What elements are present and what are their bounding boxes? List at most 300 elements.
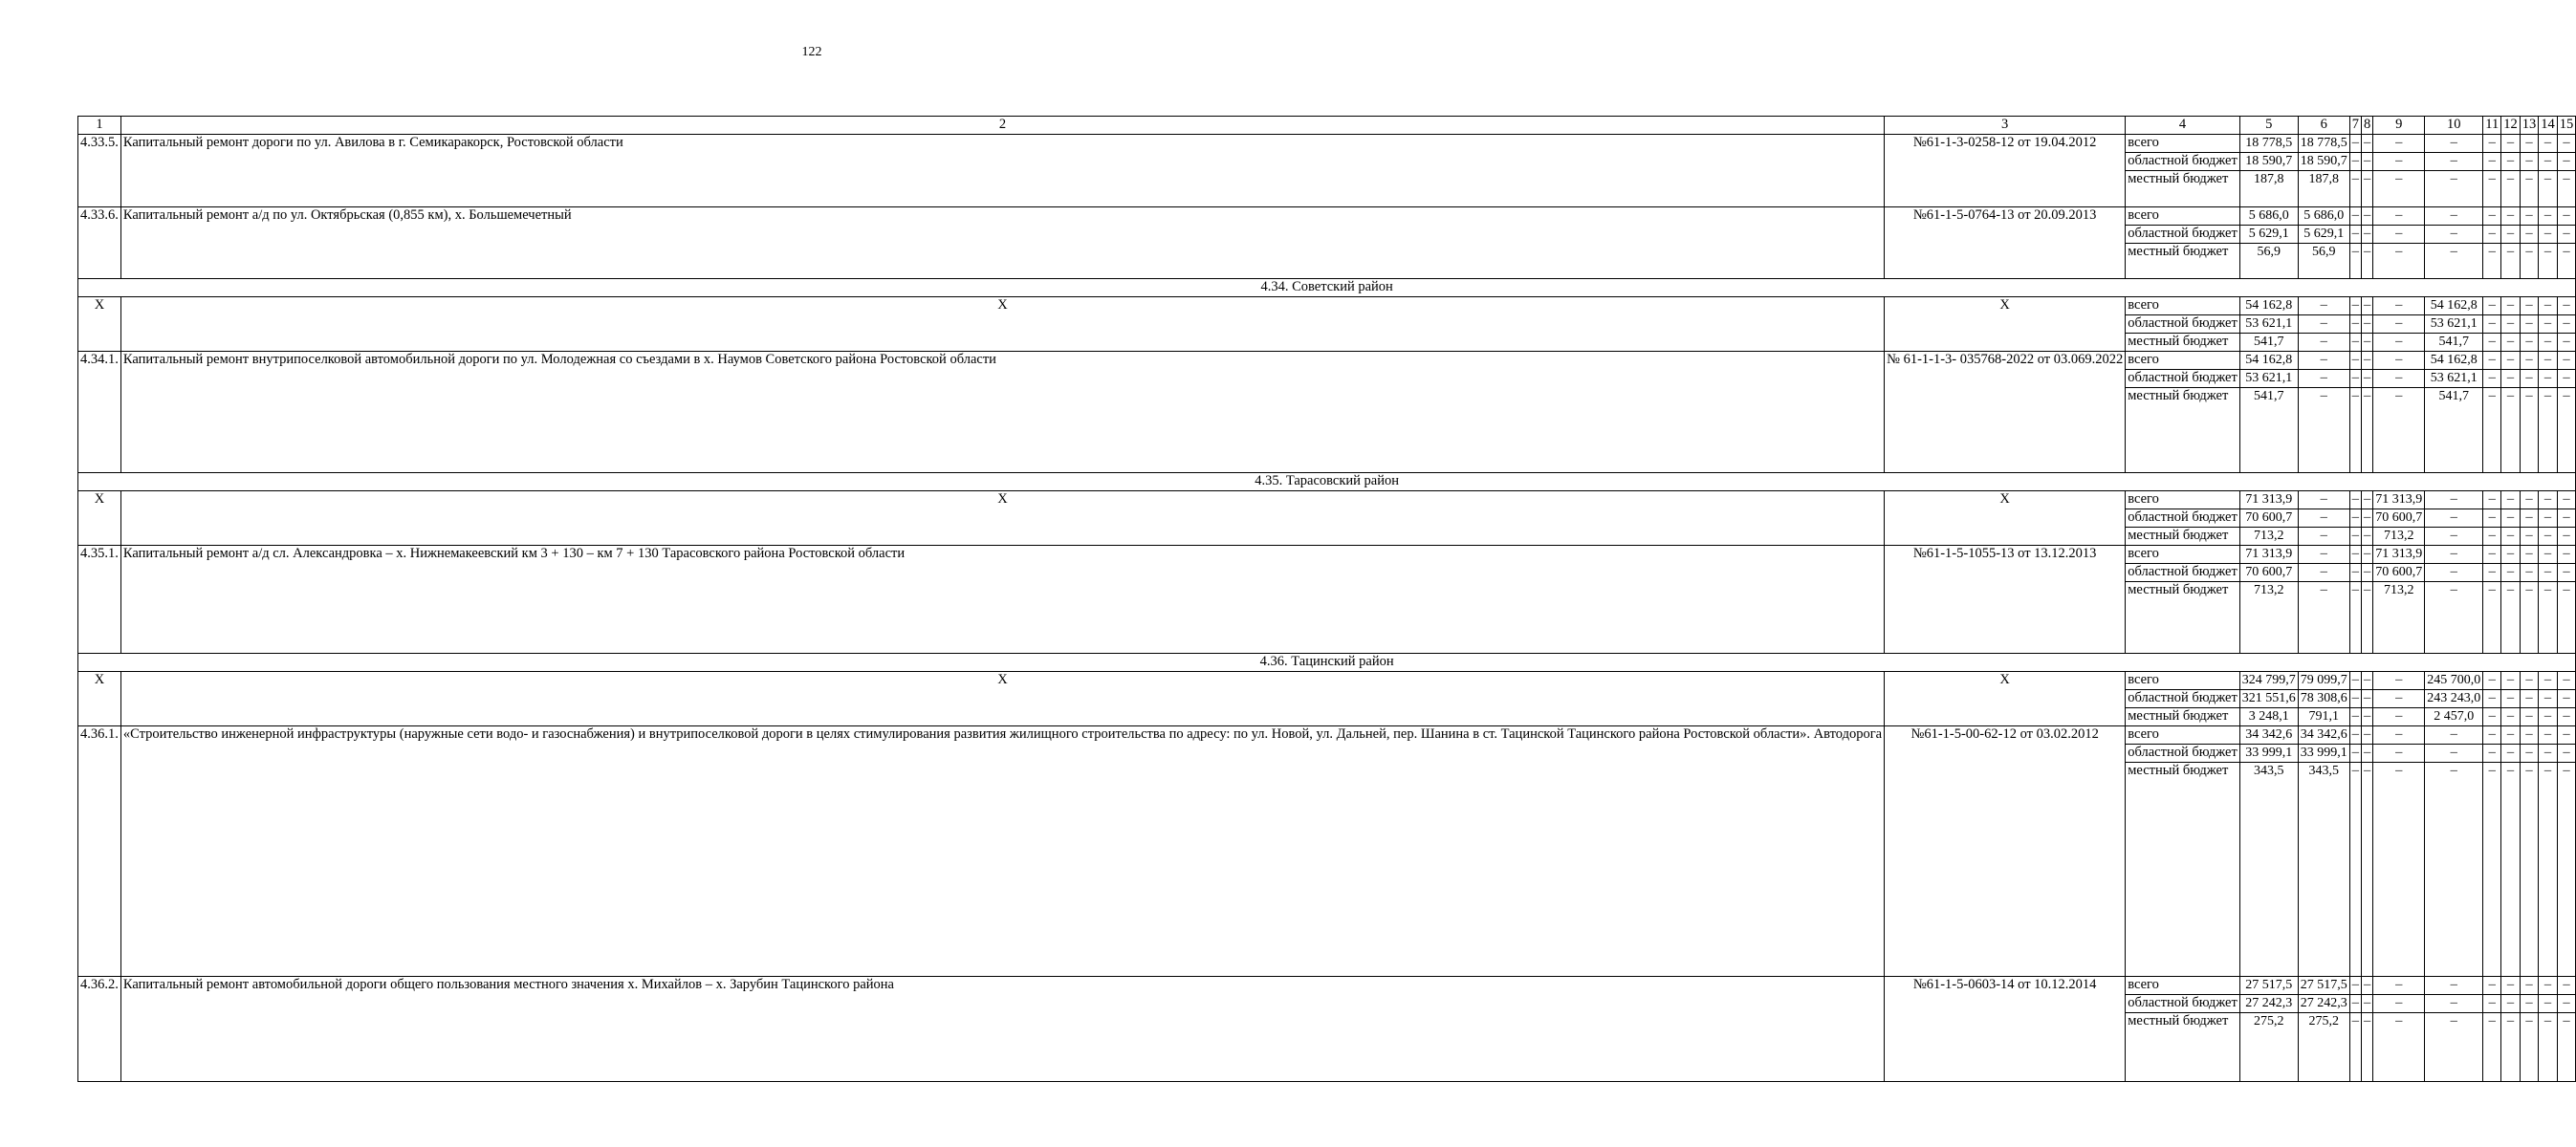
value-cell: –	[2557, 315, 2576, 334]
value-cell: –	[2520, 207, 2539, 226]
item-number: 4.34.1.	[78, 352, 121, 473]
value-cell: –	[2501, 582, 2521, 654]
value-cell: –	[2501, 564, 2521, 582]
value-cell: –	[2557, 977, 2576, 995]
funding-source: областной бюджет	[2126, 226, 2240, 244]
value-cell: –	[2520, 509, 2539, 528]
value-cell: –	[2483, 528, 2501, 546]
value-cell: –	[2349, 509, 2361, 528]
value-cell: –	[2362, 153, 2373, 171]
value-cell: –	[2373, 171, 2425, 207]
value-cell: –	[2298, 509, 2349, 528]
section-title: 4.35. Тарасовский район	[78, 473, 2576, 491]
value-cell: 53 621,1	[2425, 370, 2483, 388]
item-number: Х	[78, 491, 121, 546]
value-cell: –	[2483, 135, 2501, 153]
value-cell: 713,2	[2373, 582, 2425, 654]
value-cell: –	[2483, 491, 2501, 509]
value-cell: –	[2349, 726, 2361, 745]
value-cell: –	[2520, 582, 2539, 654]
table-row	[78, 207, 2576, 226]
value-cell: –	[2362, 690, 2373, 708]
value-cell: –	[2349, 582, 2361, 654]
value-cell: –	[2539, 370, 2558, 388]
value-cell: –	[2557, 171, 2576, 207]
value-cell: –	[2483, 153, 2501, 171]
value-cell: –	[2483, 352, 2501, 370]
funding-source: местный бюджет	[2126, 763, 2240, 977]
value-cell: –	[2557, 763, 2576, 977]
value-cell: –	[2501, 226, 2521, 244]
value-cell: –	[2520, 352, 2539, 370]
column-header: 8	[2362, 117, 2373, 135]
value-cell: –	[2349, 763, 2361, 977]
item-description: Капитальный ремонт а/д по ул. Октябрьская (0,855 км), х. Большемечетный	[120, 207, 1884, 279]
value-cell: –	[2425, 977, 2483, 995]
item-number: Х	[78, 672, 121, 726]
value-cell: –	[2373, 370, 2425, 388]
value-cell: –	[2373, 135, 2425, 153]
value-cell: –	[2425, 763, 2483, 977]
section-title: 4.36. Тацинский район	[78, 654, 2576, 672]
item-document: Х	[1885, 491, 2126, 546]
value-cell: –	[2520, 690, 2539, 708]
value-cell: –	[2483, 582, 2501, 654]
value-cell: 243 243,0	[2425, 690, 2483, 708]
value-cell: 27 242,3	[2298, 995, 2349, 1013]
value-cell: –	[2520, 763, 2539, 977]
value-cell: –	[2557, 1013, 2576, 1082]
value-cell: –	[2539, 153, 2558, 171]
value-cell: –	[2520, 491, 2539, 509]
value-cell: 18 590,7	[2239, 153, 2298, 171]
value-cell: –	[2349, 244, 2361, 279]
page-number: 122	[801, 45, 822, 59]
value-cell: –	[2362, 509, 2373, 528]
value-cell: –	[2520, 1013, 2539, 1082]
value-cell: –	[2539, 352, 2558, 370]
value-cell: –	[2539, 726, 2558, 745]
column-header: 9	[2373, 117, 2425, 135]
value-cell: 3 248,1	[2239, 708, 2298, 726]
value-cell: –	[2373, 763, 2425, 977]
value-cell: –	[2483, 726, 2501, 745]
value-cell: –	[2362, 726, 2373, 745]
value-cell: –	[2362, 977, 2373, 995]
value-cell: –	[2539, 171, 2558, 207]
value-cell: –	[2362, 370, 2373, 388]
value-cell: –	[2501, 672, 2521, 690]
value-cell: –	[2520, 745, 2539, 763]
value-cell: –	[2501, 370, 2521, 388]
funding-source: местный бюджет	[2126, 528, 2240, 546]
value-cell: –	[2539, 977, 2558, 995]
value-cell: –	[2425, 135, 2483, 153]
value-cell: –	[2362, 171, 2373, 207]
value-cell: –	[2349, 315, 2361, 334]
value-cell: –	[2557, 995, 2576, 1013]
value-cell: –	[2501, 509, 2521, 528]
funding-source: местный бюджет	[2126, 171, 2240, 207]
value-cell: 54 162,8	[2239, 297, 2298, 315]
value-cell: 71 313,9	[2373, 491, 2425, 509]
value-cell: –	[2425, 226, 2483, 244]
value-cell: 71 313,9	[2239, 491, 2298, 509]
column-header: 4	[2126, 117, 2240, 135]
value-cell: –	[2539, 528, 2558, 546]
value-cell: 56,9	[2298, 244, 2349, 279]
value-cell: 541,7	[2239, 334, 2298, 352]
table-row	[78, 135, 2576, 153]
value-cell: –	[2349, 135, 2361, 153]
value-cell: –	[2501, 297, 2521, 315]
value-cell: –	[2425, 153, 2483, 171]
value-cell: –	[2520, 388, 2539, 473]
funding-source: областной бюджет	[2126, 690, 2240, 708]
funding-source: местный бюджет	[2126, 1013, 2240, 1082]
item-document: №61-1-3-0258-12 от 19.04.2012	[1885, 135, 2126, 207]
value-cell: –	[2501, 763, 2521, 977]
value-cell: –	[2557, 207, 2576, 226]
value-cell: –	[2520, 334, 2539, 352]
value-cell: 18 778,5	[2239, 135, 2298, 153]
value-cell: –	[2557, 708, 2576, 726]
value-cell: 187,8	[2298, 171, 2349, 207]
value-cell: –	[2557, 388, 2576, 473]
item-number: 4.35.1.	[78, 546, 121, 654]
value-cell: –	[2298, 388, 2349, 473]
value-cell: 54 162,8	[2425, 297, 2483, 315]
value-cell: –	[2349, 153, 2361, 171]
funding-source: местный бюджет	[2126, 388, 2240, 473]
value-cell: –	[2501, 491, 2521, 509]
table-row	[78, 546, 2576, 564]
value-cell: –	[2349, 226, 2361, 244]
value-cell: –	[2483, 672, 2501, 690]
value-cell: 27 517,5	[2239, 977, 2298, 995]
value-cell: –	[2362, 708, 2373, 726]
value-cell: –	[2349, 171, 2361, 207]
funding-source: всего	[2126, 207, 2240, 226]
value-cell: –	[2298, 370, 2349, 388]
value-cell: –	[2349, 297, 2361, 315]
value-cell: –	[2483, 690, 2501, 708]
value-cell: –	[2539, 672, 2558, 690]
value-cell: –	[2539, 135, 2558, 153]
item-description: Капитальный ремонт внутрипоселковой автомобильной дороги по ул. Молодежная со съездами в х. Наумов Советского района Ростовской области	[120, 352, 1884, 473]
value-cell: 713,2	[2239, 582, 2298, 654]
value-cell: –	[2349, 1013, 2361, 1082]
value-cell: –	[2539, 582, 2558, 654]
value-cell: 343,5	[2239, 763, 2298, 977]
value-cell: –	[2425, 726, 2483, 745]
section-row	[78, 279, 2576, 297]
value-cell: –	[2520, 564, 2539, 582]
value-cell: 79 099,7	[2298, 672, 2349, 690]
value-cell: –	[2557, 546, 2576, 564]
item-description: Х	[120, 672, 1884, 726]
value-cell: –	[2501, 244, 2521, 279]
value-cell: –	[2483, 509, 2501, 528]
value-cell: –	[2349, 352, 2361, 370]
item-document: №61-1-5-0764-13 от 20.09.2013	[1885, 207, 2126, 279]
column-header: 6	[2298, 117, 2349, 135]
funding-source: всего	[2126, 977, 2240, 995]
value-cell: –	[2539, 491, 2558, 509]
value-cell: 324 799,7	[2239, 672, 2298, 690]
value-cell: –	[2539, 334, 2558, 352]
value-cell: –	[2298, 315, 2349, 334]
value-cell: –	[2520, 528, 2539, 546]
value-cell: –	[2483, 1013, 2501, 1082]
value-cell: 33 999,1	[2239, 745, 2298, 763]
value-cell: –	[2520, 297, 2539, 315]
column-header: 15	[2557, 117, 2576, 135]
value-cell: –	[2520, 546, 2539, 564]
table-row	[78, 726, 2576, 745]
funding-source: областной бюджет	[2126, 564, 2240, 582]
value-cell: –	[2349, 370, 2361, 388]
value-cell: 343,5	[2298, 763, 2349, 977]
value-cell: –	[2425, 171, 2483, 207]
value-cell: –	[2501, 726, 2521, 745]
value-cell: –	[2520, 244, 2539, 279]
budget-table	[77, 116, 2576, 1082]
value-cell: –	[2557, 528, 2576, 546]
item-description: Капитальный ремонт а/д сл. Александровка – х. Нижнемакеевский км 3 + 130 – км 7 + 130 Тарасовского района Ростовской области	[120, 546, 1884, 654]
value-cell: –	[2539, 708, 2558, 726]
value-cell: 275,2	[2239, 1013, 2298, 1082]
item-number: 4.36.1.	[78, 726, 121, 977]
value-cell: –	[2425, 207, 2483, 226]
section-row	[78, 473, 2576, 491]
value-cell: –	[2557, 334, 2576, 352]
value-cell: –	[2539, 207, 2558, 226]
funding-source: всего	[2126, 135, 2240, 153]
column-header: 3	[1885, 117, 2126, 135]
funding-source: местный бюджет	[2126, 582, 2240, 654]
value-cell: –	[2349, 745, 2361, 763]
value-cell: 18 778,5	[2298, 135, 2349, 153]
value-cell: –	[2362, 244, 2373, 279]
funding-source: всего	[2126, 546, 2240, 564]
value-cell: –	[2520, 370, 2539, 388]
value-cell: 541,7	[2425, 334, 2483, 352]
value-cell: –	[2425, 509, 2483, 528]
value-cell: –	[2501, 1013, 2521, 1082]
table-row	[78, 672, 2576, 690]
value-cell: 71 313,9	[2239, 546, 2298, 564]
value-cell: 5 629,1	[2239, 226, 2298, 244]
value-cell: –	[2349, 207, 2361, 226]
funding-source: областной бюджет	[2126, 509, 2240, 528]
value-cell: –	[2501, 388, 2521, 473]
value-cell: –	[2557, 352, 2576, 370]
value-cell: –	[2520, 171, 2539, 207]
value-cell: 56,9	[2239, 244, 2298, 279]
value-cell: –	[2539, 564, 2558, 582]
value-cell: 187,8	[2239, 171, 2298, 207]
funding-source: областной бюджет	[2126, 995, 2240, 1013]
value-cell: –	[2557, 672, 2576, 690]
value-cell: –	[2501, 546, 2521, 564]
value-cell: –	[2557, 370, 2576, 388]
value-cell: 27 517,5	[2298, 977, 2349, 995]
value-cell: –	[2501, 995, 2521, 1013]
funding-source: всего	[2126, 297, 2240, 315]
value-cell: 33 999,1	[2298, 745, 2349, 763]
value-cell: 34 342,6	[2298, 726, 2349, 745]
section-title: 4.34. Советский район	[78, 279, 2576, 297]
funding-source: областной бюджет	[2126, 153, 2240, 171]
value-cell: –	[2539, 690, 2558, 708]
value-cell: 54 162,8	[2425, 352, 2483, 370]
value-cell: –	[2483, 244, 2501, 279]
value-cell: –	[2520, 153, 2539, 171]
value-cell: –	[2425, 528, 2483, 546]
funding-source: областной бюджет	[2126, 315, 2240, 334]
value-cell: –	[2362, 1013, 2373, 1082]
value-cell: –	[2373, 672, 2425, 690]
value-cell: –	[2539, 509, 2558, 528]
value-cell: –	[2501, 315, 2521, 334]
value-cell: –	[2501, 745, 2521, 763]
value-cell: –	[2373, 334, 2425, 352]
value-cell: –	[2483, 995, 2501, 1013]
value-cell: –	[2298, 352, 2349, 370]
value-cell: –	[2373, 297, 2425, 315]
value-cell: –	[2501, 708, 2521, 726]
value-cell: 70 600,7	[2373, 564, 2425, 582]
funding-source: местный бюджет	[2126, 334, 2240, 352]
value-cell: –	[2362, 528, 2373, 546]
value-cell: 54 162,8	[2239, 352, 2298, 370]
value-cell: –	[2539, 995, 2558, 1013]
value-cell: 5 686,0	[2239, 207, 2298, 226]
value-cell: –	[2373, 977, 2425, 995]
value-cell: –	[2349, 977, 2361, 995]
value-cell: –	[2362, 763, 2373, 977]
value-cell: –	[2539, 297, 2558, 315]
value-cell: –	[2520, 226, 2539, 244]
value-cell: –	[2557, 153, 2576, 171]
column-header: 2	[120, 117, 1884, 135]
item-document: №61-1-5-1055-13 от 13.12.2013	[1885, 546, 2126, 654]
funding-source: всего	[2126, 352, 2240, 370]
value-cell: –	[2362, 546, 2373, 564]
column-header: 12	[2501, 117, 2521, 135]
value-cell: –	[2483, 708, 2501, 726]
value-cell: –	[2483, 564, 2501, 582]
value-cell: –	[2349, 708, 2361, 726]
section-row	[78, 654, 2576, 672]
value-cell: –	[2557, 564, 2576, 582]
value-cell: –	[2539, 1013, 2558, 1082]
table-row	[78, 491, 2576, 509]
value-cell: –	[2298, 491, 2349, 509]
value-cell: –	[2298, 528, 2349, 546]
funding-source: областной бюджет	[2126, 745, 2240, 763]
funding-source: местный бюджет	[2126, 244, 2240, 279]
item-number: Х	[78, 297, 121, 352]
column-header: 14	[2539, 117, 2558, 135]
value-cell: –	[2349, 672, 2361, 690]
value-cell: –	[2520, 135, 2539, 153]
value-cell: –	[2298, 297, 2349, 315]
value-cell: –	[2362, 491, 2373, 509]
value-cell: –	[2557, 726, 2576, 745]
value-cell: –	[2298, 334, 2349, 352]
value-cell: 275,2	[2298, 1013, 2349, 1082]
value-cell: –	[2501, 334, 2521, 352]
item-description: Х	[120, 297, 1884, 352]
value-cell: –	[2539, 763, 2558, 977]
value-cell: –	[2349, 564, 2361, 582]
value-cell: –	[2483, 171, 2501, 207]
item-document: №61-1-5-0603-14 от 10.12.2014	[1885, 977, 2126, 1082]
value-cell: –	[2349, 491, 2361, 509]
value-cell: 34 342,6	[2239, 726, 2298, 745]
value-cell: –	[2483, 297, 2501, 315]
value-cell: –	[2539, 546, 2558, 564]
funding-source: всего	[2126, 726, 2240, 745]
value-cell: –	[2373, 726, 2425, 745]
value-cell: –	[2373, 690, 2425, 708]
column-header: 7	[2349, 117, 2361, 135]
item-number: 4.36.2.	[78, 977, 121, 1082]
value-cell: –	[2362, 135, 2373, 153]
column-header: 5	[2239, 117, 2298, 135]
value-cell: –	[2501, 690, 2521, 708]
funding-source: всего	[2126, 491, 2240, 509]
column-header: 1	[78, 117, 121, 135]
value-cell: –	[2425, 491, 2483, 509]
value-cell: 70 600,7	[2373, 509, 2425, 528]
value-cell: –	[2373, 315, 2425, 334]
value-cell: –	[2483, 388, 2501, 473]
value-cell: –	[2557, 244, 2576, 279]
table-row	[78, 352, 2576, 370]
item-number: 4.33.6.	[78, 207, 121, 279]
value-cell: –	[2349, 690, 2361, 708]
table-row	[78, 977, 2576, 995]
value-cell: –	[2520, 672, 2539, 690]
value-cell: 541,7	[2425, 388, 2483, 473]
value-cell: –	[2349, 995, 2361, 1013]
value-cell: –	[2362, 226, 2373, 244]
value-cell: –	[2298, 582, 2349, 654]
value-cell: 53 621,1	[2239, 315, 2298, 334]
value-cell: –	[2373, 352, 2425, 370]
value-cell: –	[2425, 244, 2483, 279]
value-cell: 321 551,6	[2239, 690, 2298, 708]
value-cell: –	[2425, 582, 2483, 654]
value-cell: –	[2483, 315, 2501, 334]
value-cell: 5 686,0	[2298, 207, 2349, 226]
value-cell: –	[2362, 352, 2373, 370]
item-document: Х	[1885, 672, 2126, 726]
value-cell: –	[2349, 334, 2361, 352]
value-cell: –	[2362, 745, 2373, 763]
value-cell: –	[2520, 995, 2539, 1013]
value-cell: –	[2483, 546, 2501, 564]
value-cell: –	[2557, 226, 2576, 244]
value-cell: –	[2483, 745, 2501, 763]
item-description: «Строительство инженерной инфраструктуры (наружные сети водо- и газоснабжения) и внутрипоселковой дороги в целях стимулирования развития жилищного строительства по адресу: по ул. Новой, ул. Дальней, пер. Шанина в ст. Тацинской Тацинского района Ростовской области». Автодорога	[120, 726, 1884, 977]
value-cell: –	[2373, 244, 2425, 279]
value-cell: –	[2362, 334, 2373, 352]
value-cell: 5 629,1	[2298, 226, 2349, 244]
